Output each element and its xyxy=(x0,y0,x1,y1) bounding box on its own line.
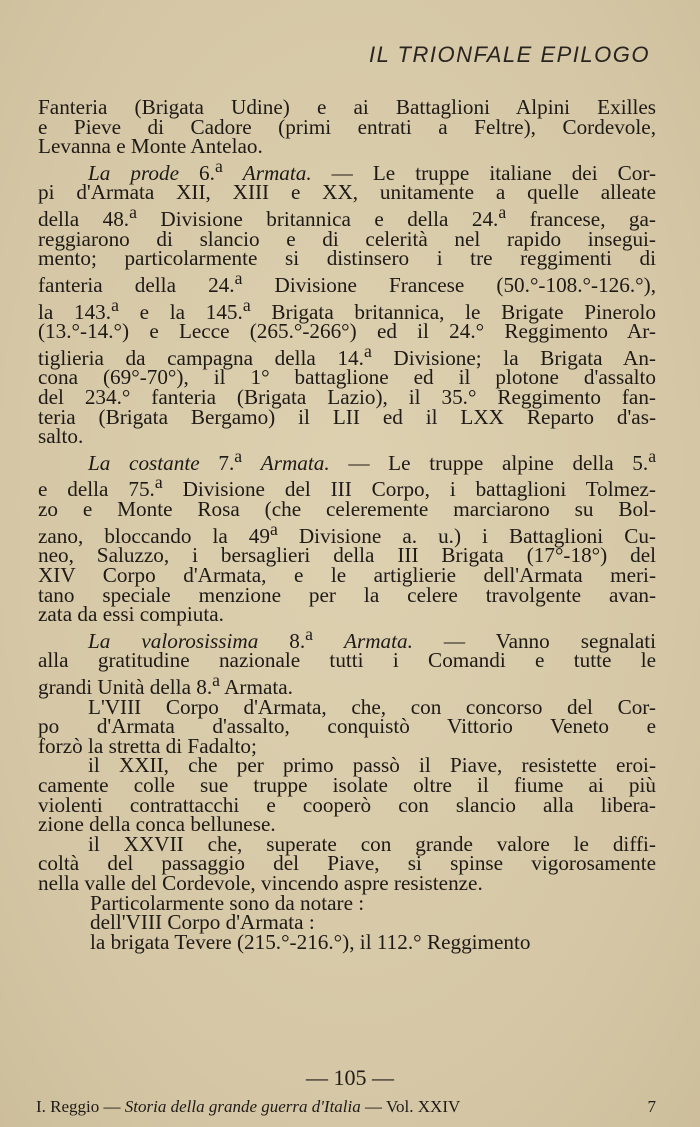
text-line: Particolarmente sono da notare : xyxy=(90,890,365,915)
text-line: tiglieria da campagna della 14.$^a$ Divisione; la Brigata An- xyxy=(38,340,656,370)
text-line: reggiarono di slancio e di celerità nel rapido insegui- xyxy=(38,226,656,251)
text-line: La valorosissima 8.$^a$ Armata. — Vanno segnalati xyxy=(88,623,657,653)
body-text xyxy=(38,95,657,954)
text-line: L'VIII Corpo d'Armata, che, con concorso del Cor- xyxy=(88,694,656,719)
text-line: camente colle sue truppe isolate oltre il fiume ai più xyxy=(38,773,656,798)
text-line: po d'Armata d'assalto, conquistò Vittorio Veneto e xyxy=(38,714,656,739)
text-line: della 48.$^a$ Divisione britannica e della 24.$^a$ francese, ga- xyxy=(38,202,656,232)
text-line: (13.°-14.°) e Lecce (265.°-266°) ed il 24.° Reggimento Ar- xyxy=(38,319,656,344)
text-line: fanteria della 24.$^a$ Divisione Francese (50.°-108.°-126.°), xyxy=(38,267,656,297)
text-line: Levanna e Monte Antelao. xyxy=(38,134,263,159)
text-line: coltà del passaggio del Piave, si spinse vigorosamente xyxy=(38,851,656,876)
text-line: forzò la stretta di Fadalto; xyxy=(38,733,257,758)
text-line: nella valle del Cordevole, vincendo aspre resistenze. xyxy=(38,871,483,895)
footer-volume: Vol. XXIV xyxy=(385,1097,461,1116)
text-line: alla gratitudine nazionale tutti i Comandi e tutte le xyxy=(38,648,656,673)
section-heading-8-armata: La valorosissima xyxy=(88,628,259,653)
text-line: zata da essi compiuta. xyxy=(38,602,224,627)
section-heading-7-armata: La costante xyxy=(88,450,200,475)
text-line: e della 75.$^a$ Divisione del III Corpo, i battaglioni Tolmez- xyxy=(38,472,656,502)
section-heading-6-armata: La prode xyxy=(88,160,180,185)
text-line: mento; particolarmente si distinsero i tre reggimenti di xyxy=(38,246,656,271)
footer-signature-line: I. Reggio — Storia della grande guerra d'Italia — Vol. XXIV 7 xyxy=(36,1097,656,1116)
footer-signature-number: 7 xyxy=(647,1097,656,1116)
text-line: zione della conca bellunese. xyxy=(38,812,276,837)
footer-author: I. Reggio xyxy=(36,1097,100,1116)
text-line: violenti contrattacchi e cooperò con slancio alla libera- xyxy=(38,792,656,817)
text-line: del 234.° fanteria (Brigata Lazio), il 35.° Reggimento fan- xyxy=(38,385,656,410)
text-line: pi d'Armata XII, XIII e XX, unitamente a quelle alleate xyxy=(38,180,656,205)
text-line: zano, bloccando la 49$^a$ Divisione a. u.) i Battaglioni Cu- xyxy=(38,518,656,548)
text-line: neo, Saluzzo, i bersaglieri della III Brigata (17°-18°) del xyxy=(38,543,656,568)
text-line: La costante 7.$^a$ Armata. — Le truppe alpine della 5.$^a$ xyxy=(88,445,657,475)
text-line: zo e Monte Rosa (che celeremente marciarono su Bol- xyxy=(38,497,656,522)
text-line: dell'VIII Corpo d'Armata : xyxy=(90,910,315,935)
text-line: e Pieve di Cadore (primi entrati a Feltre), Cordevole, xyxy=(38,114,656,139)
text-line: la 143.$^a$ e la 145.$^a$ Brigata britannica, le Brigate Pinerolo xyxy=(38,294,656,324)
footer-book-title: Storia della grande guerra d'Italia xyxy=(124,1097,361,1116)
text-line: tano speciale menzione per la celere travolgente avan- xyxy=(38,582,656,607)
text-line: il XXVII che, superate con grande valore le diffi- xyxy=(88,831,656,856)
text-line: la brigata Tevere (215.°-216.°), il 112.° Reggimento xyxy=(90,929,531,954)
text-line: cona (69°-70°), il 1° battaglione ed il plotone d'assalto xyxy=(38,365,656,390)
page-number: — 105 — xyxy=(306,1065,394,1090)
text-line: La prode 6.$^a$ Armata. — Le truppe italiane dei Cor- xyxy=(88,155,657,185)
text-line: salto. xyxy=(38,424,84,449)
text-line: teria (Brigata Bergamo) il LII ed il LXX Reparto d'as- xyxy=(38,404,656,429)
text-line: Fanteria (Brigata Udine) e ai Battaglioni Alpini Exilles xyxy=(38,95,656,119)
text-line: XIV Corpo d'Armata, e le artiglierie dell'Armata meri- xyxy=(38,562,656,587)
text-line: grandi Unità della 8.$^a$ Armata. xyxy=(38,670,293,700)
text-line: il XXII, che per primo passò il Piave, resistette eroi- xyxy=(88,753,656,778)
running-head: IL TRIONFALE EPILOGO xyxy=(368,42,650,67)
